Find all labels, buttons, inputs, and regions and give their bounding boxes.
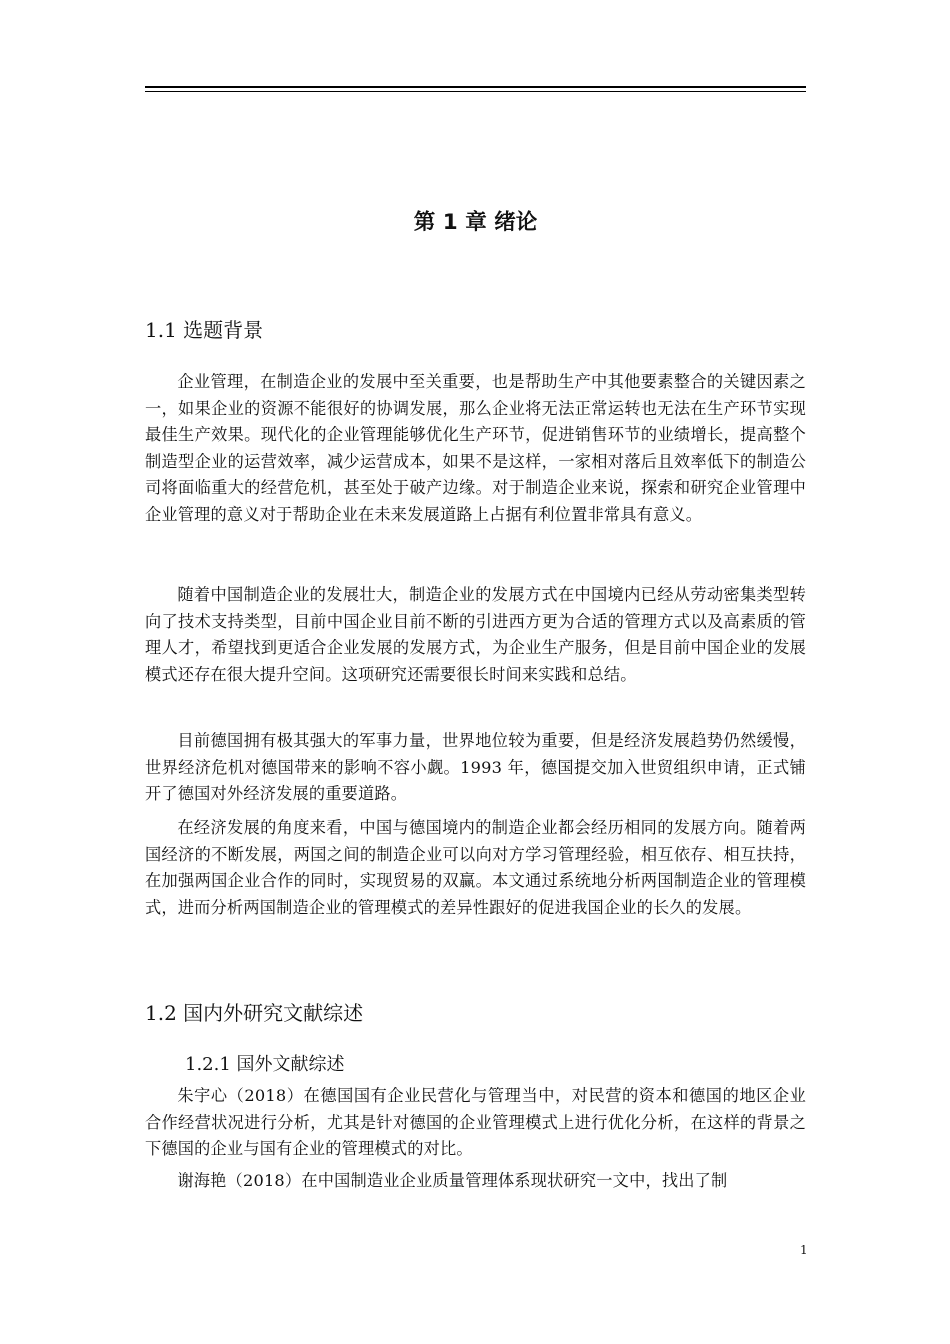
page-number: 1	[800, 1243, 808, 1257]
paragraph-6: 谢海艳（2018）在中国制造业企业质量管理体系现状研究一文中，找出了制	[177, 1171, 728, 1190]
paragraph-5: 朱宇心（2018）在德国国有企业民营化与管理当中，对民营的资本和德国的地区企业合作经营状况进行分析，尤其是针对德国的企业管理模式上进行优化分析，在这样的背景之下德国的企业与国有企业的管理模式的对比。	[145, 1086, 806, 1159]
chapter-title: 第 1 章 绪论	[413, 210, 538, 235]
paragraph-2: 随着中国制造企业的发展壮大，制造企业的发展方式在中国境内已经从劳动密集类型转向了技术支持类型，目前中国企业目前不断的引进西方更为合适的管理方式以及高素质的管理人才，希望找到更适合企业发展的发展方式，为企业生产服务，但是目前中国企业的发展模式还存在很大提升空间。这项研究还需要很长时间来实践和总结。	[145, 585, 806, 684]
section-heading-1-1: 1.1 选题背景	[145, 318, 264, 342]
subsection-heading-1-2-1: 1.2.1 国外文献综述	[185, 1054, 345, 1075]
header-rule-thick	[145, 86, 806, 88]
paragraph-3: 目前德国拥有极其强大的军事力量，世界地位较为重要，但是经济发展趋势仍然缓慢，世界经济危机对德国带来的影响不容小觑。1993 年，德国提交加入世贸组织申请，正式铺开了德国对外经济发展的重要道路。	[145, 731, 806, 804]
paragraph-4: 在经济发展的角度来看，中国与德国境内的制造企业都会经历相同的发展方向。随着两国经济的不断发展，两国之间的制造企业可以向对方学习管理经验，相互依存、相互扶持，在加强两国企业合作的同时，实现贸易的双赢。本文通过系统地分析两国制造企业的管理模式，进而分析两国制造企业的管理模式的差异性跟好的促进我国企业的长久的发展。	[145, 818, 806, 917]
header-rule-thin	[145, 91, 806, 92]
section-heading-1-2: 1.2 国内外研究文献综述	[145, 1001, 364, 1025]
paragraph-1: 企业管理，在制造企业的发展中至关重要，也是帮助生产中其他要素整合的关键因素之一，如果企业的资源不能很好的协调发展，那么企业将无法正常运转也无法在生产环节实现最佳生产效果。现代化的企业管理能够优化生产环节，促进销售环节的业绩增长，提高整个制造型企业的运营效率，减少运营成本，如果不是这样，一家相对落后且效率低下的制造公司将面临重大的经营危机，甚至处于破产边缘。对于制造企业来说，探索和研究企业管理中企业管理的意义对于帮助企业在未来发展道路上占据有利位置非常具有意义。	[145, 372, 806, 524]
